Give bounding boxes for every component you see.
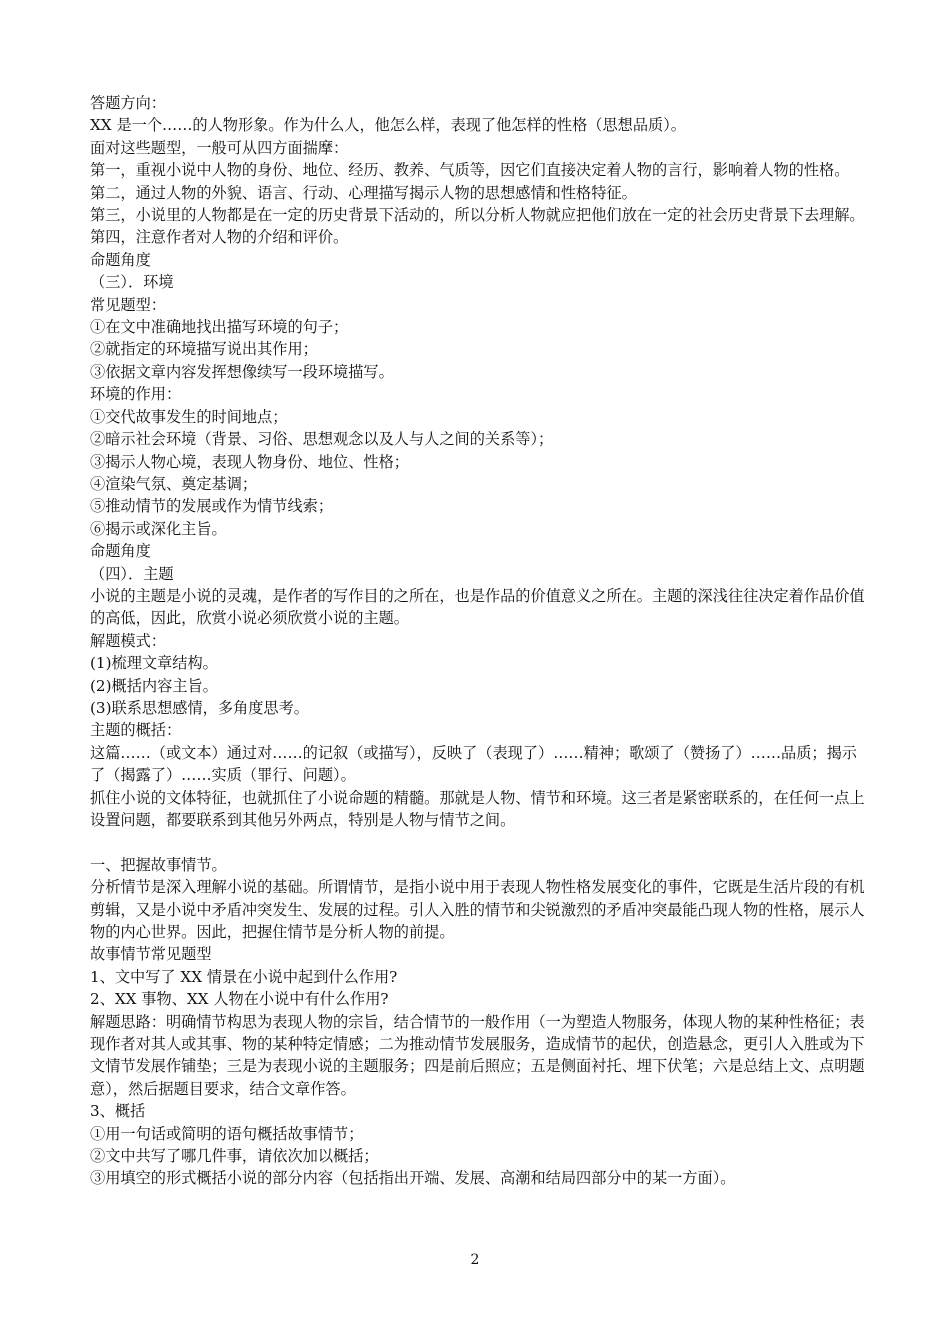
text-line: 第一，重视小说中人物的身份、地位、经历、教养、气质等，因它们直接决定着人物的言行，影响着人物的性格。 bbox=[90, 161, 850, 180]
text-line: (3)联系思想感情，多角度思考。 bbox=[90, 698, 309, 717]
text-line: (1)梳理文章结构。 bbox=[90, 654, 218, 673]
text-line: ①交代故事发生的时间地点； bbox=[90, 407, 288, 426]
text-line: 第四，注意作者对人物的介绍和评价。 bbox=[90, 228, 349, 247]
text-line: 2、XX 事物、XX 人物在小说中有什么作用? bbox=[90, 990, 389, 1009]
text-line: 故事情节常见题型 bbox=[90, 945, 212, 964]
text-line: （三）．环境 bbox=[90, 273, 174, 292]
text-line: 解题模式： bbox=[90, 631, 166, 650]
text-line: ②就指定的环境描写说出其作用； bbox=[90, 340, 318, 359]
text-line: ⑥揭示或深化主旨。 bbox=[90, 519, 227, 538]
text-line: ⑤推动情节的发展或作为情节线索； bbox=[90, 497, 333, 516]
text-line: ②文中共写了哪几件事，请依次加以概括； bbox=[90, 1147, 379, 1166]
text-line: ①用一句话或简明的语句概括故事情节； bbox=[90, 1124, 364, 1143]
text-line: 面对这些题型，一般可从四方面揣摩： bbox=[90, 138, 349, 157]
text-line bbox=[90, 831, 865, 853]
text-line: 小说的主题是小说的灵魂，是作者的写作目的之所在，也是作品的价值意义之所在。主题的深浅往往决定着作品价值的高低，因此，欣赏小说必须欣赏小说的主题。 bbox=[90, 586, 865, 628]
text-line: XX 是一个……的人物形象。作为什么人，他怎么样，表现了他怎样的性格（思想品质）。 bbox=[90, 116, 686, 135]
text-line: 3、概括 bbox=[90, 1102, 146, 1121]
text-line: 答题方向： bbox=[90, 94, 166, 112]
text-line: ②暗示社会环境（背景、习俗、思想观念以及人与人之间的关系等）； bbox=[90, 430, 554, 449]
text-line: 分析情节是深入理解小说的基础。所谓情节，是指小说中用于表现人物性格发展变化的事件，它既是生活片段的有机剪辑，又是小说中矛盾冲突发生、发展的过程。引人入胜的情节和尖锐激烈的矛盾冲突最能凸现人物的性格，展示人物的内心世界。因此，把握住情节是分析人物的前提。 bbox=[90, 878, 865, 942]
page-number: 2 bbox=[470, 1252, 480, 1268]
text-line: （四）．主题 bbox=[90, 564, 174, 583]
text-line: ③依据文章内容发挥想像续写一段环境描写。 bbox=[90, 362, 394, 381]
text-line: 抓住小说的文体特征，也就抓住了小说命题的精髓。那就是人物、情节和环境。这三者是紧密联系的，在任何一点上设置问题，都要联系到其他另外两点，特别是人物与情节之间。 bbox=[90, 788, 865, 829]
text-line: 这篇……（或文本）通过对……的记叙（或描写），反映了（表现了）……精神；歌颂了（赞扬了）……品质；揭示了（揭露了）……实质（罪行、问题）。 bbox=[90, 743, 857, 785]
text-line: ③用填空的形式概括小说的部分内容（包括指出开端、发展、高潮和结局四部分中的某一方面）。 bbox=[90, 1169, 736, 1188]
text-line: 常见题型： bbox=[90, 295, 166, 314]
text-line: 一、把握故事情节。 bbox=[90, 855, 227, 874]
text-line: 主题的概括： bbox=[90, 721, 182, 740]
text-line: ③揭示人物心境，表现人物身份、地位、性格； bbox=[90, 452, 409, 471]
text-line: 第三，小说里的人物都是在一定的历史背景下活动的，所以分析人物就应把他们放在一定的社会历史背景下去理解。 bbox=[90, 206, 865, 225]
text-line: 解题思路：明确情节构思为表现人物的宗旨，结合情节的一般作用（一为塑造人物服务，体现人物的某种性格征；表现作者对其人或其事、物的某种特定情感；二为推动情节发展服务，造成情节的起伏，创造悬念，更引人入胜或为下文情节发展作铺垫；三是为表现小说的主题服务；四是前后照应；五是侧面衬托、埋下伏笔；六是总结上文、点明题意），然后据题目要求，结合文章作答。 bbox=[90, 1012, 865, 1098]
text-line: ①在文中准确地找出描写环境的句子； bbox=[90, 318, 349, 337]
text-line: 命题角度 bbox=[90, 250, 151, 269]
text-line: 环境的作用： bbox=[90, 385, 182, 404]
text-line: 命题角度 bbox=[90, 542, 151, 561]
document-body bbox=[90, 92, 865, 1190]
text-line: ④渲染气氛、奠定基调； bbox=[90, 474, 258, 493]
text-line: 第二，通过人物的外貌、语言、行动、心理描写揭示人物的思想感情和性格特征。 bbox=[90, 183, 637, 202]
text-line: 1、文中写了 XX 情景在小说中起到什么作用? bbox=[90, 967, 398, 986]
text-line: (2)概括内容主旨。 bbox=[90, 676, 218, 695]
